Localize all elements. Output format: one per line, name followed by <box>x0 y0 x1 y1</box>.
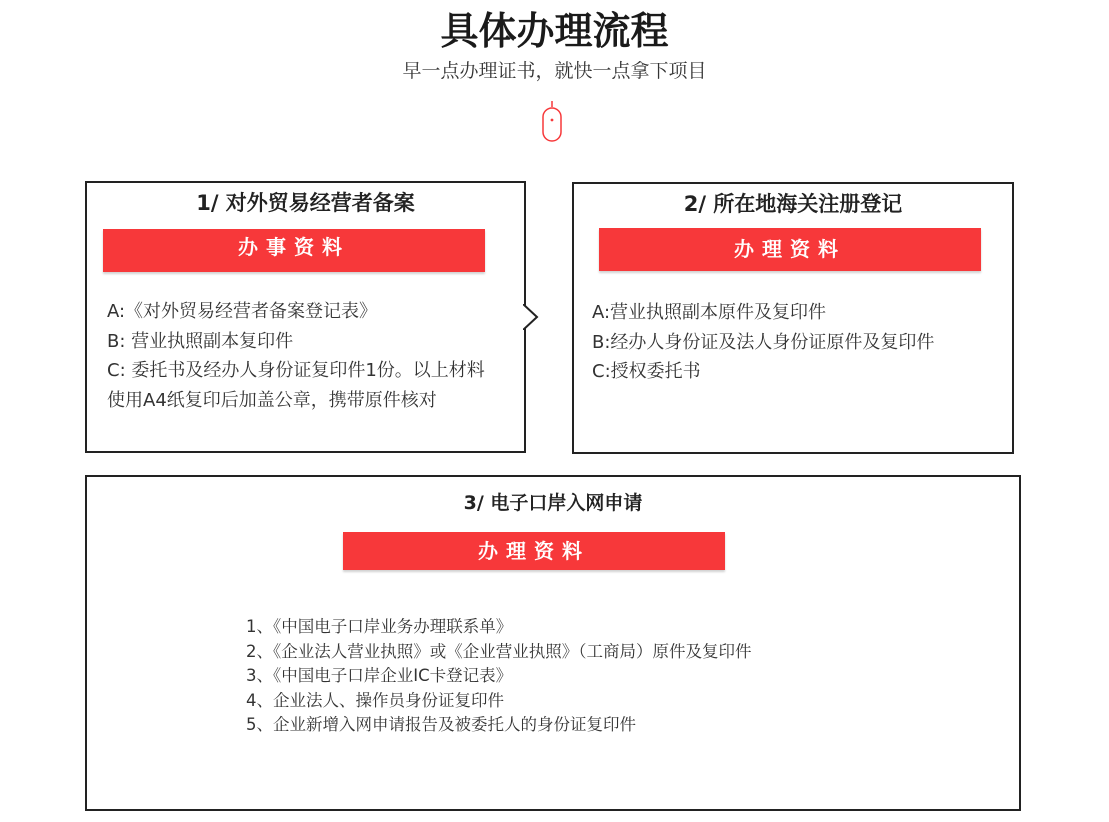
step-banner: 办理资料 <box>599 228 981 271</box>
list-item: 2、《企业法人营业执照》或《企业营业执照》（工商局）原件及复印件 <box>246 641 752 661</box>
step-title: 2/ 所在地海关注册登记 <box>683 192 903 216</box>
step-1-card <box>85 181 526 453</box>
page-subtitle: 早一点办理证书，就快一点拿下项目 <box>402 60 707 82</box>
list-item: A:营业执照副本原件及复印件 <box>592 302 827 323</box>
page-title: 具体办理流程 <box>440 9 669 53</box>
list-item: B: 营业执照副本复印件 <box>107 330 294 352</box>
list-item: 4、企业法人、操作员身份证复印件 <box>246 690 504 710</box>
step-title: 1/ 对外贸易经营者备案 <box>196 191 415 215</box>
step-3-card <box>85 475 1021 811</box>
step-2-card <box>572 182 1014 454</box>
step-item-list <box>107 297 502 415</box>
step-banner: 办理资料 <box>343 532 725 570</box>
step-item-list <box>592 298 1002 387</box>
step-item-list <box>246 615 946 738</box>
list-item: C: 委托书及经办人身份证复印件1份。以上材料使用A4纸复印后加盖公章，携带原件核对 <box>107 360 485 411</box>
step-banner: 办事资料 <box>103 229 485 272</box>
list-item: 3、《中国电子口岸企业IC卡登记表》 <box>246 666 513 685</box>
chevron-right-icon <box>523 304 539 330</box>
list-item: 1、《中国电子口岸业务办理联系单》 <box>246 617 513 636</box>
list-item: 5、企业新增入网申请报告及被委托人的身份证复印件 <box>246 715 636 734</box>
list-item: C:授权委托书 <box>592 361 701 382</box>
list-item: A:《对外贸易经营者备案登记表》 <box>107 301 378 322</box>
mouse-scroll-icon <box>541 101 563 143</box>
list-item: B:经办人身份证及法人身份证原件及复印件 <box>592 331 935 353</box>
step-title: 3/ 电子口岸入网申请 <box>463 492 643 514</box>
